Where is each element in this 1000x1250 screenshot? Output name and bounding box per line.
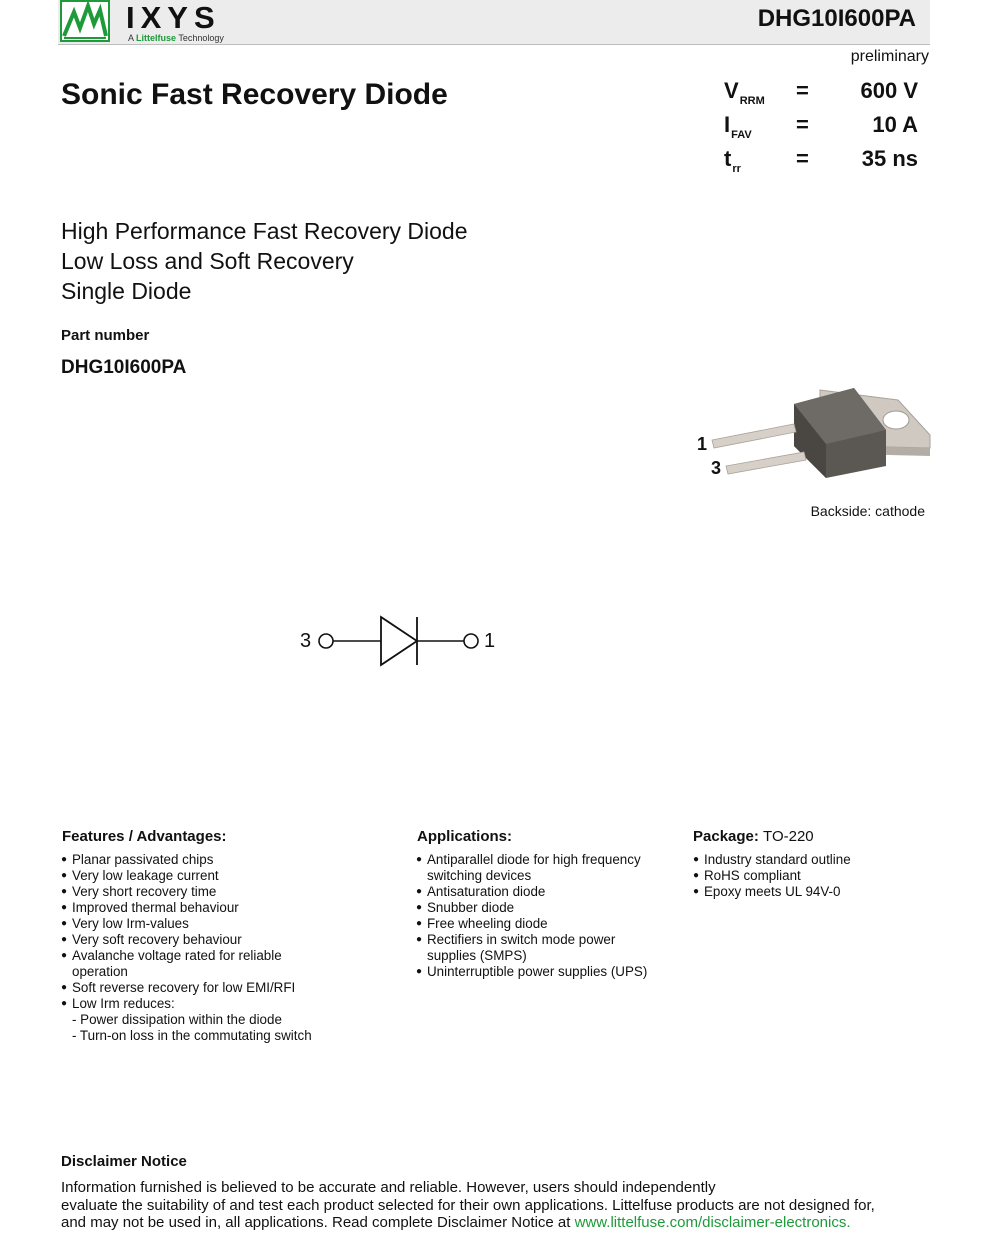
disclaimer-line-3 [61, 1214, 961, 1232]
list-item: ● Very low Irm-values [61, 916, 312, 932]
description-line: High Performance Fast Recovery Diode [61, 218, 468, 244]
list-item: - Turn-on loss in the commutating switch [72, 1028, 312, 1043]
list-item: ● Antiparallel diode for high frequency [416, 852, 647, 868]
list-item: ● Uninterruptible power supplies (UPS) [416, 964, 647, 980]
list-item: ● Soft reverse recovery for low EMI/RFI [61, 980, 312, 996]
disclaimer-body [61, 1179, 961, 1232]
package-type: TO-220 [763, 828, 814, 845]
logo-wordmark: IXYS [126, 0, 221, 35]
spec-symbol: $V_{RRM}$ [724, 78, 765, 107]
list-item: ● Snubber diode [416, 900, 647, 916]
features-title: Features / Advantages: [62, 828, 227, 845]
spec-value: 35 ns [861, 146, 918, 171]
list-item: ● RoHS compliant [693, 868, 851, 884]
list-item: ● Epoxy meets UL 94V-0 [693, 884, 851, 900]
disclaimer-link[interactable]: www.littelfuse.com/disclaimer-electronics. [574, 1214, 851, 1231]
list-item: ● Improved thermal behaviour [61, 900, 312, 916]
disclaimer-line: Information furnished is believed to be accurate and reliable. However, users should independently [61, 1179, 716, 1196]
backside-caption: Backside: cathode [810, 503, 925, 519]
spec-vrrm [724, 78, 924, 110]
disclaimer-line: evaluate the suitability of and test each product selected for their own applications. Littelfuse products are not designed for, [61, 1196, 875, 1214]
package-title-label: Package: [693, 828, 759, 845]
disclaimer-line: and may not be used in, all applications. Read complete Disclaimer Notice at [61, 1214, 575, 1231]
pin-label-top: 1 [697, 434, 708, 454]
package-list [693, 852, 851, 900]
list-item: ● Low Irm reduces: [61, 996, 312, 1012]
ixys-logo-icon [60, 0, 110, 42]
spec-symbol: $I_{FAV}$ [724, 112, 752, 141]
list-item: ● Very low leakage current [61, 868, 312, 884]
list-item: ● Free wheeling diode [416, 916, 647, 932]
applications-list [416, 852, 647, 980]
status-label: preliminary [850, 48, 929, 65]
list-item: operation [72, 964, 128, 979]
features-list [61, 852, 312, 1044]
to220-package-image [690, 380, 940, 490]
list-item: - Power dissipation within the diode [72, 1012, 282, 1027]
logo-tag-prefix: A [128, 33, 137, 43]
applications-title: Applications: [417, 828, 513, 845]
spec-equals: = [796, 146, 809, 171]
logo-tagline [128, 33, 224, 43]
list-item: ● Very short recovery time [61, 884, 312, 900]
package-title [693, 828, 814, 845]
header-part-number: DHG10I600PA [757, 5, 916, 32]
disclaimer-title: Disclaimer Notice [61, 1153, 187, 1170]
spec-ifav [724, 112, 924, 144]
list-item: ● Antisaturation diode [416, 884, 647, 900]
spec-equals: = [796, 78, 809, 103]
schematic-pin-right: 1 [484, 630, 496, 652]
part-number-value: DHG10I600PA [61, 357, 187, 378]
list-item: switching devices [427, 868, 532, 883]
description-line: Low Loss and Soft Recovery [61, 248, 354, 274]
part-number-label: Part number [61, 327, 150, 344]
page-title: Sonic Fast Recovery Diode [61, 78, 448, 111]
pin-label-bottom: 3 [711, 458, 722, 478]
list-item: ● Planar passivated chips [61, 852, 312, 868]
list-item: supplies (SMPS) [427, 948, 527, 963]
list-item: ● Avalanche voltage rated for reliable [61, 948, 312, 964]
spec-symbol: $t_{rr}$ [724, 146, 741, 175]
list-item: ● Industry standard outline [693, 852, 851, 868]
logo-tag-suffix: Technology [176, 33, 224, 43]
spec-equals: = [796, 112, 809, 137]
schematic-pin-left: 3 [300, 630, 312, 652]
spec-trr [724, 146, 924, 178]
diode-symbol-icon [315, 612, 485, 672]
logo-tag-brand: Littelfuse [136, 33, 177, 43]
spec-value: 10 A [872, 112, 918, 137]
list-item: ● Very soft recovery behaviour [61, 932, 312, 948]
spec-value: 600 V [860, 78, 918, 103]
list-item: ● Rectifiers in switch mode power [416, 932, 647, 948]
description-line: Single Diode [61, 278, 192, 304]
